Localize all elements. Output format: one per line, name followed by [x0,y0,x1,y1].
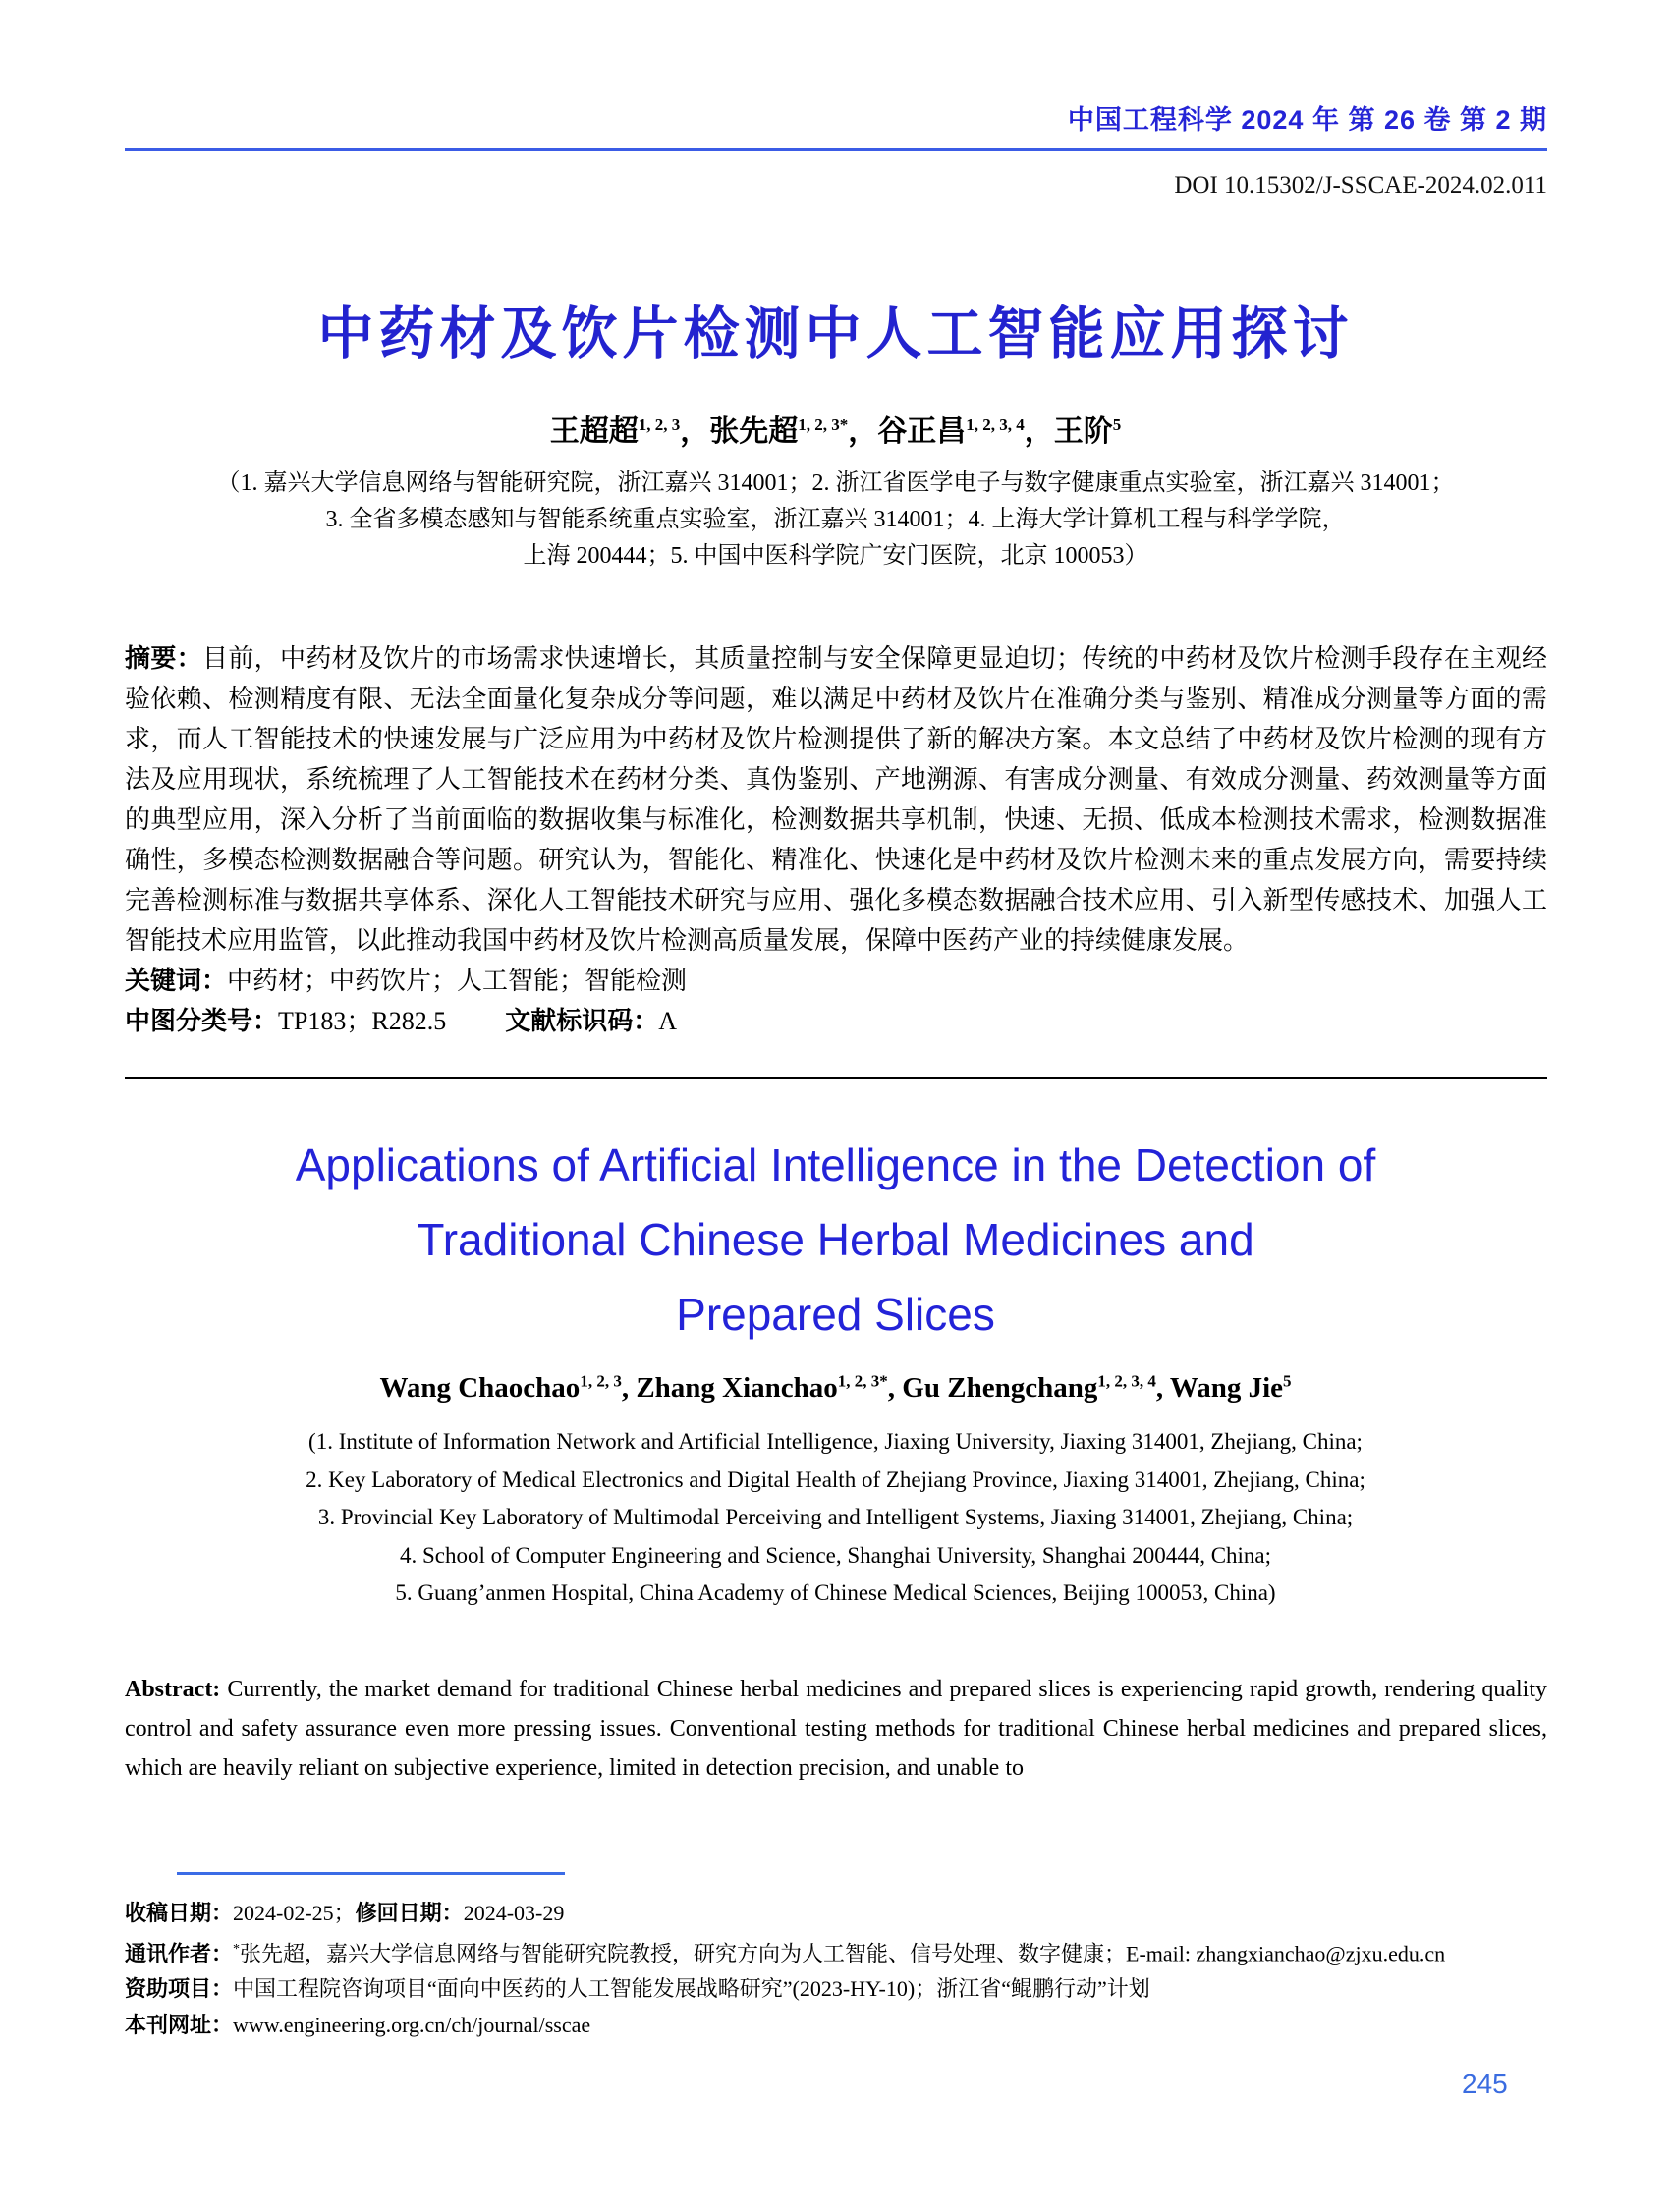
affiliations-zh [0,466,1671,575]
author-affil-sup: 1, 2, 3* [837,1371,888,1390]
corresponding-label: 通讯作者： [125,1940,234,1965]
abstract-section-zh [125,638,1547,1041]
author-zh [709,415,877,448]
doc-code-value: A [658,1007,677,1035]
corresponding-star: * [233,1941,241,1957]
website-label: 本刊网址： [125,2012,234,2037]
header-divider-rule [125,148,1547,151]
title-line-en: Prepared Slices [676,1289,995,1340]
author-en [636,1372,902,1404]
keywords-label-zh: 关键词： [125,966,228,995]
clc-label: 中图分类号： [125,1006,279,1035]
author-name: 张先超 [709,415,799,448]
journal-name-issue: 中国工程科学 2024 年 第 26 卷 第 2 期 [1067,105,1547,135]
affiliation-line: 3. 全省多模态感知与智能系统重点实验室，浙江嘉兴 314001；4. 上海大学计算机工程与科学学院， [325,507,1346,532]
authors-zh [0,407,1671,450]
author-zh [550,415,710,448]
author-name: Gu Zhengchang [902,1371,1098,1404]
page-number: 245 [1462,2069,1508,2099]
abstract-label-en: Abstract: [125,1677,221,1702]
footnote-divider-rule [177,1872,565,1875]
article-title-zh: 中药材及饮片检测中人工智能应用探讨 [317,303,1354,365]
author-name: 王超超 [549,415,639,448]
author-affil-sup: 5 [1112,415,1122,434]
author-name: 谷正昌 [877,415,967,448]
authors-en [0,1371,1671,1405]
author-separator: , [887,1371,903,1404]
affiliations-en [0,1423,1671,1613]
affiliation-line: 5. Guang’anmen Hospital, China Academy of Chinese Medical Sciences, Beijing 100053, China) [395,1580,1276,1605]
doc-code-label: 文献标识码： [505,1006,659,1035]
abstract-paragraph-en [125,1670,1547,1788]
author-affil-sup: 1, 2, 3 [638,415,681,434]
author-zh [1054,415,1122,448]
author-separator: ， [680,415,710,448]
author-separator: , [1155,1371,1170,1404]
affiliation-line: 3. Provincial Key Laboratory of Multimodal Perceiving and Intelligent Systems, Jiaxing 314001, Zhejiang, China; [317,1505,1354,1529]
article-footnotes [125,1896,1547,2043]
author-affil-sup: 5 [1283,1371,1292,1390]
clc-value: TP183；R282.5 [278,1007,447,1035]
section-divider-rule [125,1077,1547,1079]
received-date: 2024-02-25； [233,1901,356,1925]
author-name: Wang Chaochao [379,1371,581,1404]
footnote-dates [125,1896,1547,1932]
author-en [1170,1372,1292,1404]
footnote-funding [125,1971,1547,2008]
title-line-en: Applications of Artificial Intelligence in the Detection of [295,1139,1376,1190]
article-title-en [0,1128,1671,1352]
title-line-en: Traditional Chinese Herbal Medicines and [417,1214,1254,1265]
author-affil-sup: 1, 2, 3, 4 [1097,1371,1156,1390]
funding-text: 中国工程院咨询项目“面向中医药的人工智能发展战略研究”(2023-HY-10)；浙江省“鲲鹏行动”计划 [233,1976,1150,2002]
footnote-corresponding [125,1932,1547,1972]
abstract-paragraph-zh [125,638,1547,961]
affiliation-line: 2. Key Laboratory of Medical Electronics and Digital Health of Zhejiang Province, Jiaxing 314001, Zhejiang, China; [306,1466,1365,1492]
website-url: www.engineering.org.cn/ch/journal/sscae [233,2012,591,2037]
affiliation-line: 4. School of Computer Engineering and Science, Shanghai University, Shanghai 200444, China; [399,1542,1272,1568]
author-affil-sup: 1, 2, 3, 4 [966,415,1025,434]
abstract-text-en: Currently, the market demand for traditional Chinese herbal medicines and prepared slices is experiencing rapid growth, rendering quality control and safety assurance even more pressing issues. Conventional testing methods for traditional Chinese herbal medicines and prepared slices, which are heavily reliant on subjective experience, limited in detection precision, and unable to [125,1677,1547,1781]
corresponding-text: 张先超，嘉兴大学信息网络与智能研究院教授，研究方向为人工智能、信号处理、数字健康；E-mail: zhangxianchao@zjxu.edu.cn [240,1940,1446,1965]
keywords-line-zh [125,961,1547,1001]
affiliation-line: (1. Institute of Information Network and Artificial Intelligence, Jiaxing University, Jiaxing 314001, Zhejiang, China; [308,1429,1363,1454]
keywords-text-zh: 中药材；中药饮片；人工智能；智能检测 [227,967,688,995]
affiliation-line: 上海 200444；5. 中国中医科学院广安门医院，北京 100053） [523,543,1148,569]
received-label: 收稿日期： [125,1901,234,1925]
author-zh [877,415,1054,448]
funding-label: 资助项目： [125,1976,234,2002]
author-affil-sup: 1, 2, 3* [798,415,849,434]
author-name: 王阶 [1053,415,1113,448]
abstract-text-zh: 目前，中药材及饮片的市场需求快速增长，其质量控制与安全保障更显迫切；传统的中药材及饮片检测手段存在主观经验依赖、检测精度有限、无法全面量化复杂成分等问题，难以满足中药材及饮片在准确分类与鉴别、精准成分测量等方面的需求，而人工智能技术的快速发展与广泛应用为中药材及饮片检测提供了新的解决方案。本文总结了中药材及饮片检测的现有方法及应用现状，系统梳理了人工智能技术在药材分类、真伪鉴别、产地溯源、有害成分测量、有效成分测量、药效测量等方面的典型应用，深入分析了当前面临的数据收集与标准化，检测数据共享机制，快速、无损、低成本检测技术需求，检测数据准确性，多模态检测数据融合等问题。研究认为，智能化、精准化、快速化是中药材及饮片检测未来的重点发展方向，需要持续完善检测标准与数据共享体系、深化人工智能技术研究与应用、强化多模态数据融合技术应用、引入新型传感技术、加强人工智能技术应用监管，以此推动我国中药材及饮片检测高质量发展，保障中医药产业的持续健康发展。 [125,644,1547,955]
revised-label: 修回日期： [355,1901,464,1925]
author-en [379,1372,636,1404]
revised-date: 2024-03-29 [463,1901,565,1925]
author-separator: ， [848,415,878,448]
author-name: Zhang Xianchao [636,1371,838,1404]
author-affil-sup: 1, 2, 3 [580,1371,622,1390]
author-name: Wang Jie [1169,1371,1284,1404]
author-separator: , [621,1371,637,1404]
author-en [902,1372,1170,1404]
abstract-label-zh: 摘要： [125,643,202,673]
author-separator: ， [1024,415,1054,448]
affiliation-line: （1. 嘉兴大学信息网络与智能研究院，浙江嘉兴 314001；2. 浙江省医学电子与数字健康重点实验室，浙江嘉兴 314001； [216,470,1455,496]
footnote-website [125,2008,1547,2044]
classification-line [125,1001,1547,1041]
doi-text: DOI 10.15302/J-SSCAE-2024.02.011 [1174,172,1547,198]
